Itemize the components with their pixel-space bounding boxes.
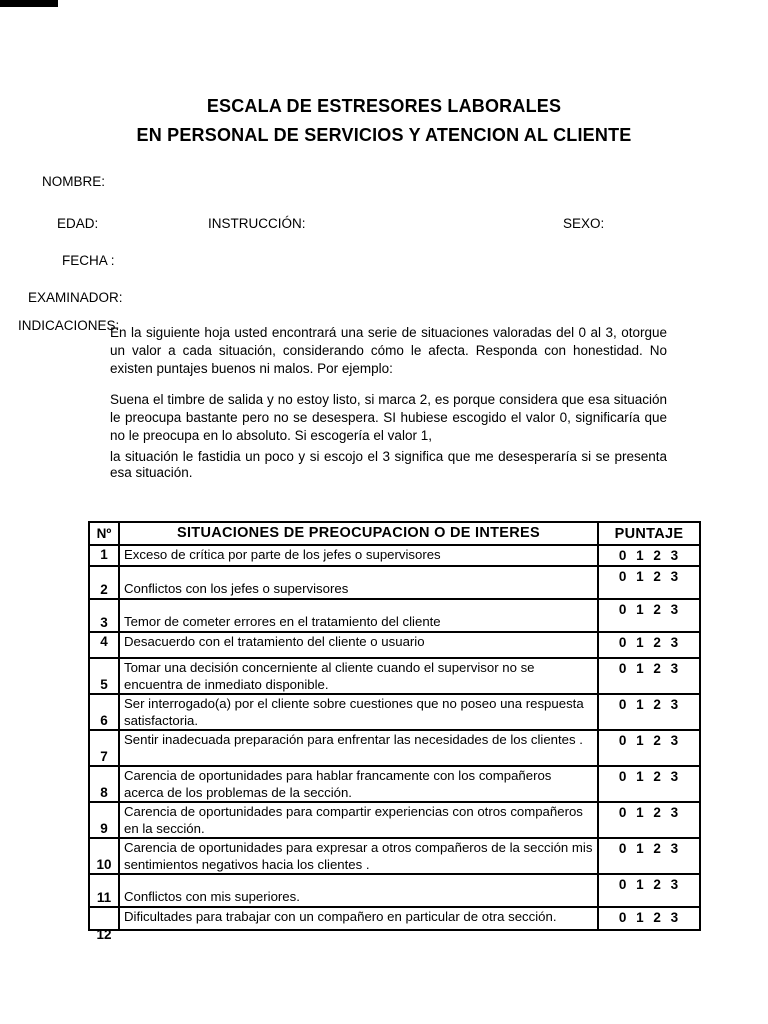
situation-text: Ser interrogado(a) por el cliente sobre cuestiones que no poseo una respuesta satisfactoria. [124,696,584,728]
row-number: 11 [96,890,112,905]
score-cell [599,659,699,693]
score-cell [599,546,699,565]
table-row [90,767,699,803]
row-number: 2 [100,582,108,597]
situation-cell [120,600,599,631]
score-options: 0 1 2 3 [618,769,680,784]
instructions-block [110,324,667,481]
row-number: 1 [100,547,108,562]
field-label-instruccion: INSTRUCCIÓN: [208,216,306,231]
instructions-paragraph-2: Suena el timbre de salida y no estoy listo, si marca 2, es porque considera que esa situación le preocupa bastante pero no se desespera. SI hubiese escogido el valor 0, significaría que no le preocupa en lo absoluto. Si escogería el valor 1, [110,392,667,443]
row-number-cell [90,803,120,837]
field-label-sexo: SEXO: [563,216,605,231]
table-row [90,567,699,600]
score-options: 0 1 2 3 [618,635,680,650]
score-options: 0 1 2 3 [618,841,680,856]
situation-cell [120,567,599,598]
situation-cell [120,908,599,929]
instructions-paragraph-3: la situación le fastidia un poco y si escojo el 3 significa que me desesperaría si se presenta esa situación. [110,449,667,480]
score-cell [599,731,699,765]
field-label-fecha: FECHA : [62,253,115,268]
row-number-cell [90,567,120,598]
situation-text: Tomar una decisión concerniente al cliente cuando el supervisor no se encuentra de inmediato disponible. [124,660,535,692]
situation-cell [120,695,599,729]
row-number-cell [90,731,120,765]
score-cell [599,567,699,598]
situation-text: Conflictos con los jefes o supervisores [124,580,349,596]
score-cell [599,875,699,906]
table-row [90,839,699,875]
situation-text: Exceso de crítica por parte de los jefes o supervisores [124,547,441,562]
situation-text: Desacuerdo con el tratamiento del cliente o usuario [124,634,425,649]
field-label-nombre: NOMBRE: [42,174,106,189]
situation-cell [120,731,599,765]
score-options: 0 1 2 3 [618,910,680,925]
table-row [90,659,699,695]
situation-cell [120,546,599,565]
score-cell [599,908,699,929]
score-options: 0 1 2 3 [618,548,680,563]
score-options: 0 1 2 3 [618,697,680,712]
situation-text: Conflictos con mis superiores. [124,888,300,904]
situation-cell [120,659,599,693]
row-number: 8 [100,785,108,800]
score-options: 0 1 2 3 [618,877,680,892]
row-number: 5 [100,677,108,692]
row-number-cell [90,875,120,906]
row-number-cell [90,767,120,801]
row-number: 10 [96,857,112,872]
document-title [0,92,768,150]
situation-cell [120,875,599,906]
row-number-cell [90,839,120,873]
row-number-cell [90,633,120,657]
score-options: 0 1 2 3 [618,805,680,820]
row-number: 12 [96,927,112,942]
situation-cell [120,767,599,801]
situation-text: Carencia de oportunidades para hablar francamente con los compañeros acerca de los problemas de la sección. [124,768,552,800]
score-cell [599,767,699,801]
row-number-cell [90,546,120,565]
field-label-edad: EDAD: [57,216,99,231]
table-row [90,731,699,767]
score-cell [599,633,699,657]
field-label-examinador: EXAMINADOR: [28,290,123,305]
row-number: 6 [100,713,108,728]
title-line-2: EN PERSONAL DE SERVICIOS Y ATENCION AL CLIENTE [136,125,632,145]
table-header-row [90,523,699,546]
situation-text: Carencia de oportunidades para compartir experiencias con otros compañeros en la sección. [124,804,583,836]
row-number-cell [90,908,120,942]
table-row [90,803,699,839]
situation-text: Temor de cometer errores en el tratamiento del cliente [124,613,441,629]
table-row [90,633,699,659]
row-number: 7 [100,749,108,764]
situation-text: Carencia de oportunidades para expresar a otros compañeros de la sección mis sentimientos negativos hacia los clientes . [124,840,593,872]
situation-text: Sentir inadecuada preparación para enfrentar las necesidades de los clientes . [124,732,583,747]
situation-cell [120,803,599,837]
situation-cell [120,839,599,873]
score-options: 0 1 2 3 [618,602,680,617]
score-cell [599,695,699,729]
situation-cell [120,633,599,657]
situation-text: Dificultades para trabajar con un compañero en particular de otra sección. [124,909,557,924]
row-number: 3 [100,615,108,630]
field-label-indicaciones: INDICACIONES: [18,318,120,333]
table-row [90,695,699,731]
table-row [90,875,699,908]
instructions-paragraph-1: En la siguiente hoja usted encontrará una serie de situaciones valoradas del 0 al 3, otorgue un valor a cada situación, considerando cómo le afecta. Responda con honestidad. No existen puntajes buenos ni malos. Por ejemplo: [110,325,667,376]
table-row [90,908,699,942]
table-row [90,546,699,567]
score-options: 0 1 2 3 [618,569,680,584]
scan-artifact [0,0,58,7]
row-number-cell [90,600,120,631]
table-row [90,600,699,633]
score-options: 0 1 2 3 [618,661,680,676]
score-cell [599,803,699,837]
score-options: 0 1 2 3 [618,733,680,748]
row-number-cell [90,659,120,693]
col-header-score: PUNTAJE [614,525,684,542]
score-cell [599,600,699,631]
score-cell [599,839,699,873]
row-number-cell [90,695,120,729]
title-line-1: ESCALA DE ESTRESORES LABORALES [206,96,562,116]
situations-table [88,521,701,942]
col-header-situation: SITUACIONES DE PREOCUPACION O DE INTERES [120,523,599,544]
row-number: 9 [100,821,108,836]
row-number: 4 [100,634,108,649]
col-header-num: Nº [90,523,120,544]
